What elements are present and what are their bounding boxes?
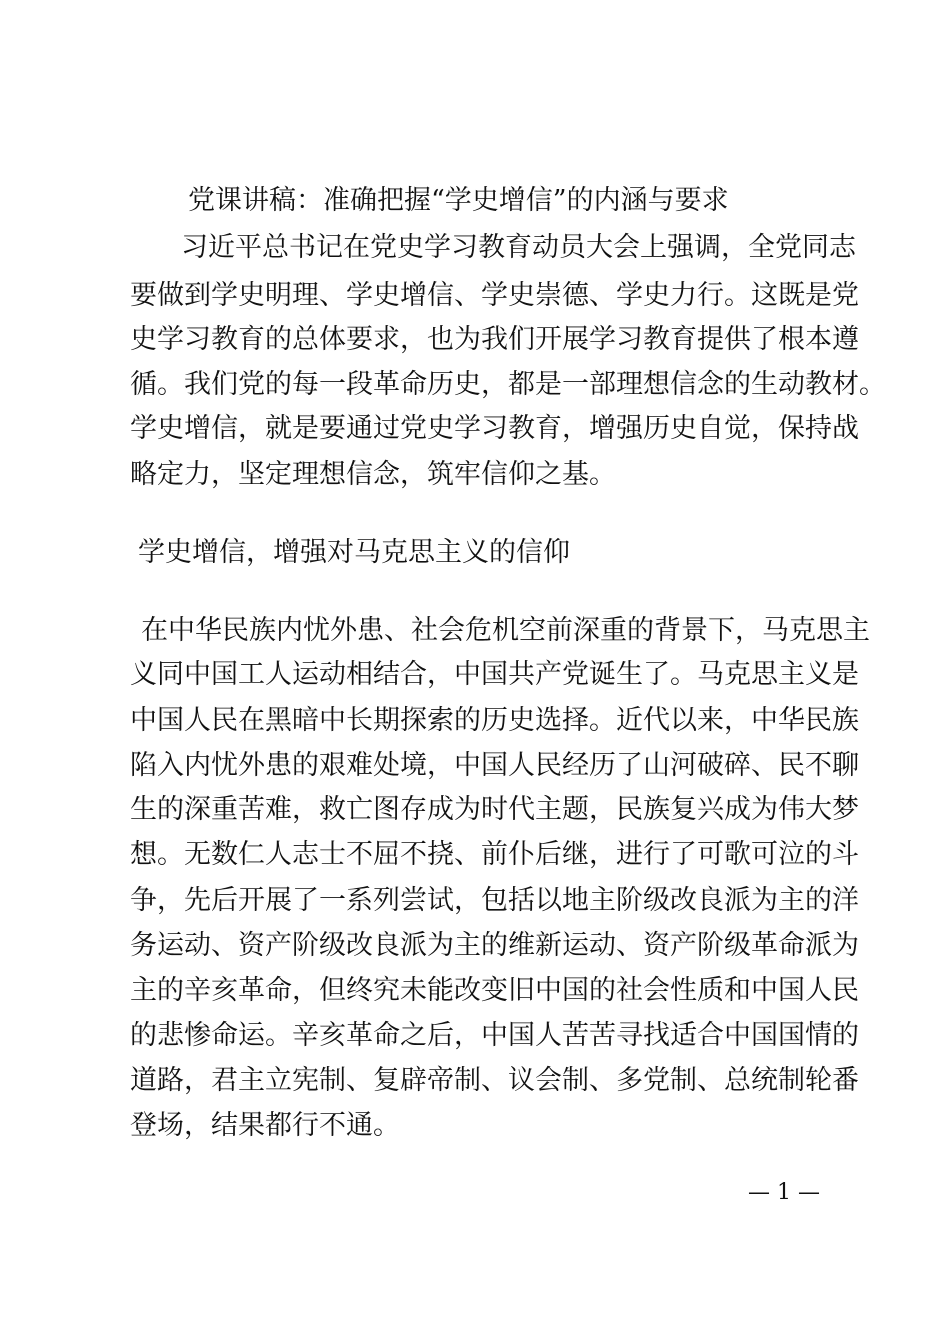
body-line: 争，先后开展了一系列尝试，包括以地主阶级改良派为主的洋 [130,885,859,916]
body-line: 义同中国工人运动相结合，中国共产党诞生了。马克思主义是 [130,659,859,690]
body-line: 陷入内忧外患的艰难处境，中国人民经历了山河破碎、民不聊 [130,750,859,781]
intro-line: 循。我们党的每一段革命历史，都是一部理想信念的生动教材。 [130,369,886,400]
intro-line: 史学习教育的总体要求，也为我们开展学习教育提供了根本遵 [130,324,859,355]
body-line: 想。无数仁人志士不屈不挠、前仆后继，进行了可歌可泣的斗 [130,839,859,870]
body-line: 登场，结果都行不通。 [130,1110,400,1141]
intro-line: 略定力，坚定理想信念，筑牢信仰之基。 [130,459,616,490]
body-line: 道路，君主立宪制、复辟帝制、议会制、多党制、总统制轮番 [130,1065,859,1096]
body-line: 生的深重苦难，救亡图存成为时代主题，民族复兴成为伟大梦 [130,794,859,825]
body-line: 中国人民在黑暗中长期探索的历史选择。近代以来，中华民族 [130,705,859,736]
intro-line: 学史增信，就是要通过党史学习教育，增强历史自觉，保持战 [130,413,859,444]
document-title: 党课讲稿：准确把握“学史增信”的内涵与要求 [188,185,729,216]
body-line: 务运动、资产阶级改良派为主的维新运动、资产阶级革命派为 [130,930,859,961]
section-heading: 学史增信，增强对马克思主义的信仰 [138,537,570,568]
intro-line: 习近平总书记在党史学习教育动员大会上强调，全党同志 [181,232,856,263]
body-line: 的悲惨命运。辛亥革命之后，中国人苦苦寻找适合中国国情的 [130,1020,859,1051]
body-line: 主的辛亥革命，但终究未能改变旧中国的社会性质和中国人民 [130,975,859,1006]
page-number: — 1 — [748,1180,820,1205]
body-line: 在中华民族内忧外患、社会危机空前深重的背景下，马克思主 [141,615,870,646]
intro-line: 要做到学史明理、学史增信、学史崇德、学史力行。这既是党 [130,280,859,311]
